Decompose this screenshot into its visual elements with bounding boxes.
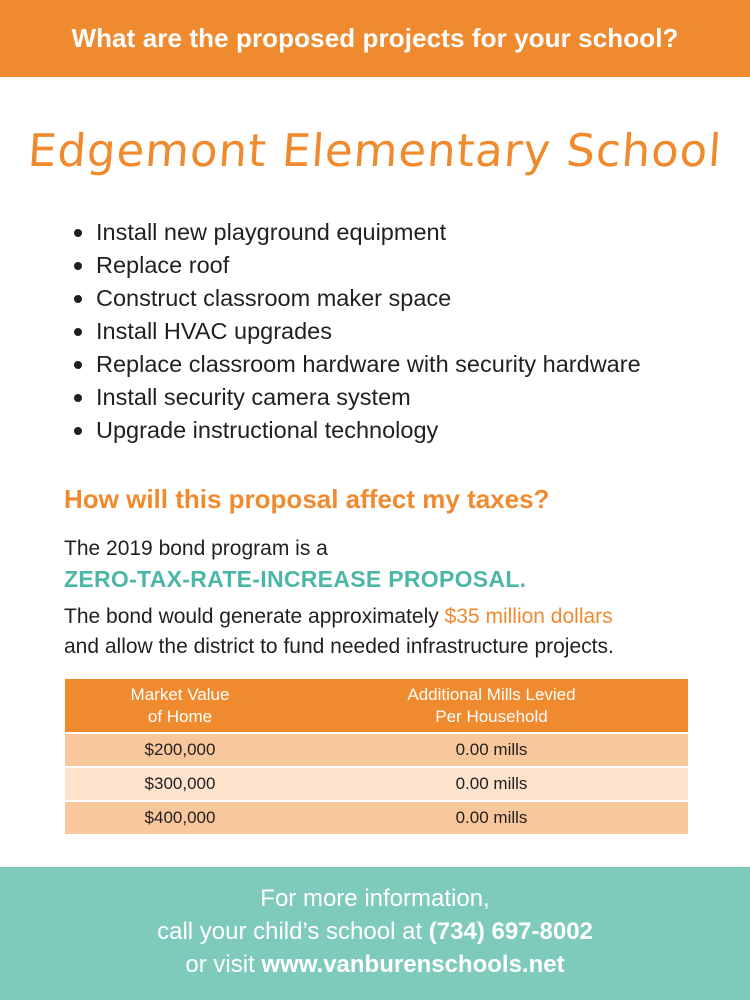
bond-description: The bond would generate approximately $35 million dollars and allow the district to fund needed infrastructure projects. (64, 605, 614, 658)
bullet-icon (74, 229, 82, 237)
list-item: Upgrade instructional technology (60, 414, 641, 447)
mills-cell: 0.00 mills (295, 801, 688, 834)
footer-line-2: call your child’s school at (734) 697-8002 (157, 918, 593, 945)
project-list (60, 216, 641, 447)
market-value-cell: $400,000 (65, 801, 295, 834)
list-item: Install security camera system (60, 381, 641, 414)
footer-line-1: For more information, (260, 885, 490, 912)
top-banner (0, 0, 750, 77)
bullet-icon (74, 361, 82, 369)
list-item: Construct classroom maker space (60, 282, 641, 315)
bullet-icon (74, 427, 82, 435)
tax-heading: How will this proposal affect my taxes? (64, 484, 550, 514)
market-value-cell: $300,000 (65, 767, 295, 801)
website-link[interactable]: www.vanburenschools.net (261, 951, 565, 978)
header-additional-mills: Additional Mills Levied Per Household (295, 679, 688, 733)
header-market-value: Market Value of Home (65, 679, 295, 733)
bullet-icon (74, 295, 82, 303)
list-item: Replace roof (60, 249, 641, 282)
school-name: Edgemont Elementary School (26, 124, 724, 177)
phone-number[interactable]: (734) 697-8002 (428, 918, 593, 945)
list-item: Replace classroom hardware with security hardware (60, 348, 641, 381)
bond-amount: $35 million dollars (444, 605, 613, 628)
footer (0, 867, 750, 1000)
mills-cell: 0.00 mills (295, 767, 688, 801)
table-header-row (65, 679, 688, 733)
mills-table (65, 679, 688, 834)
market-value-cell: $200,000 (65, 733, 295, 767)
table-row (65, 801, 688, 834)
bullet-icon (74, 394, 82, 402)
page-title: What are the proposed projects for your school? (71, 23, 679, 53)
table-row (65, 767, 688, 801)
mills-cell: 0.00 mills (295, 733, 688, 767)
list-item: Install HVAC upgrades (60, 315, 641, 348)
bond-intro: The 2019 bond program is a (64, 537, 328, 560)
bullet-icon (74, 262, 82, 270)
footer-line-3: or visit www.vanburenschools.net (185, 951, 565, 978)
bullet-icon (74, 328, 82, 336)
table-row (65, 733, 688, 767)
list-item: Install new playground equipment (60, 216, 641, 249)
proposal-type: ZERO-TAX-RATE-INCREASE PROPOSAL. (64, 566, 527, 592)
